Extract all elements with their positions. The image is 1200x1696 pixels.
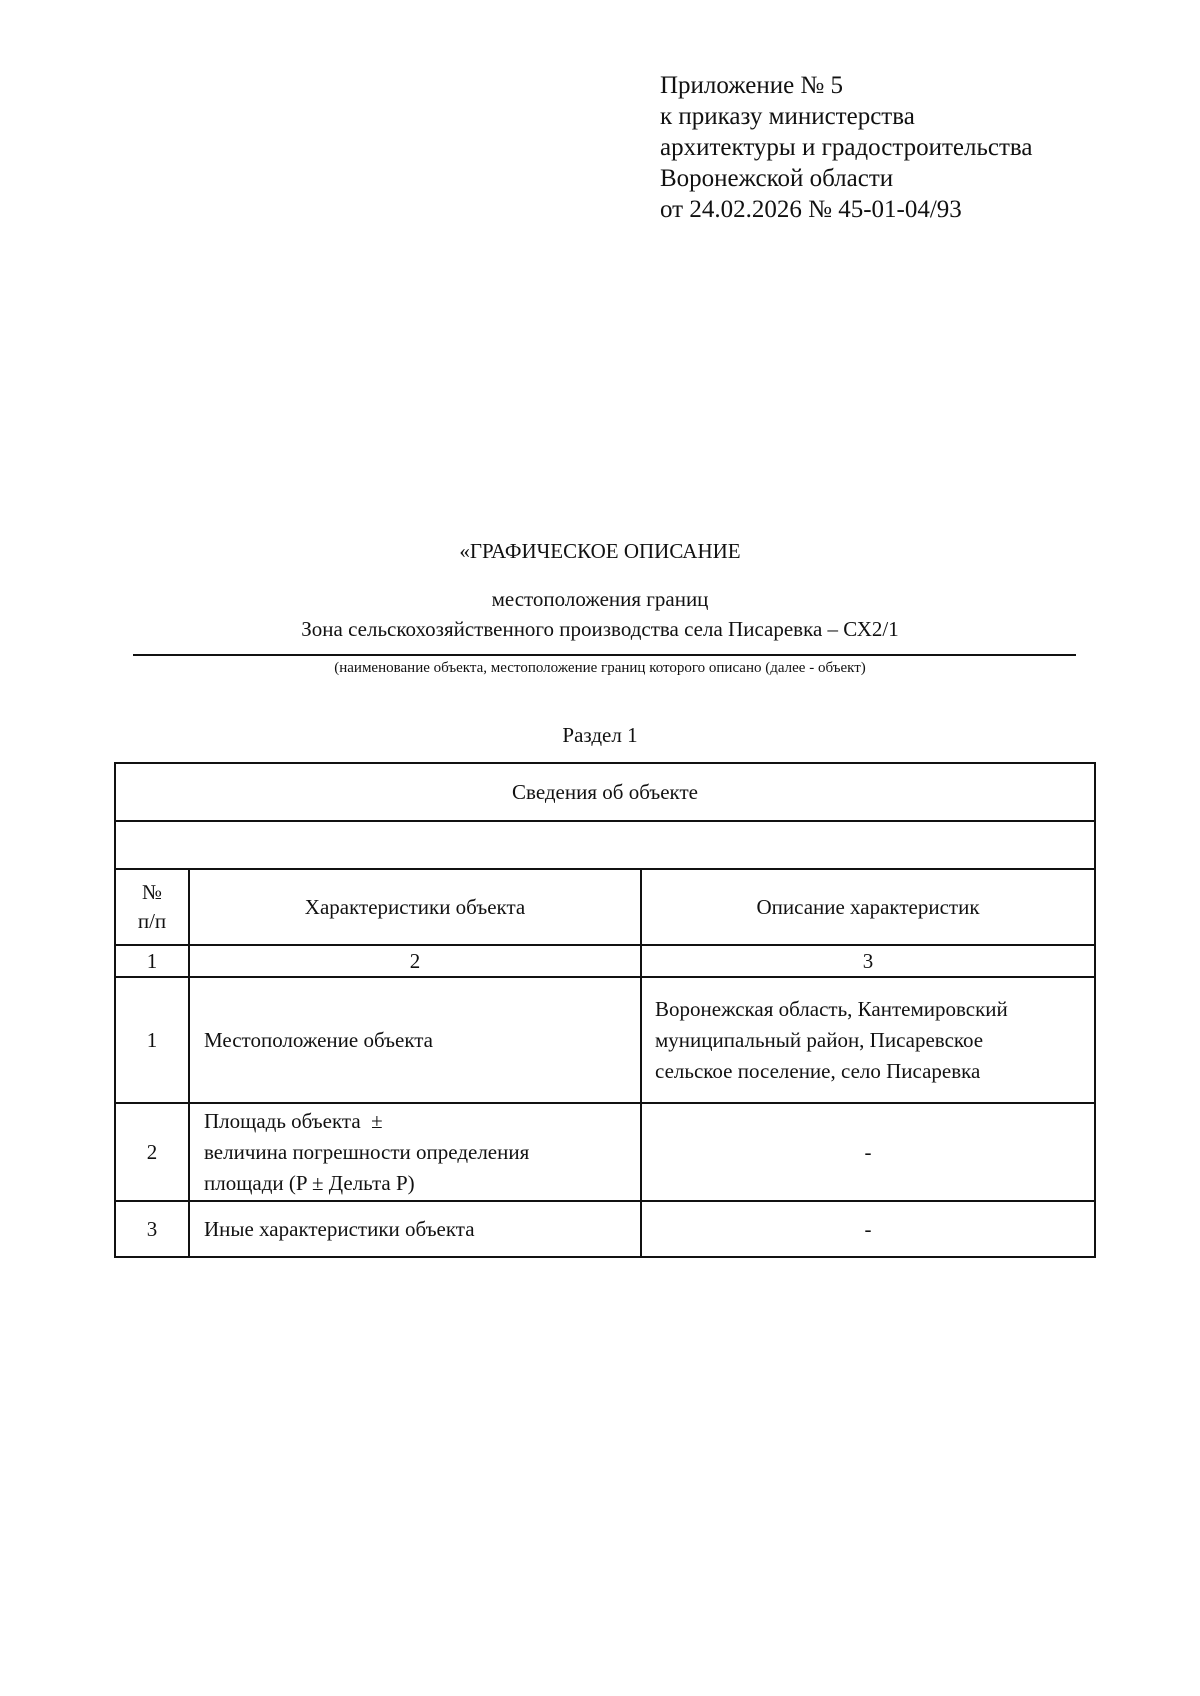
- appendix-line: Воронежской области: [660, 165, 894, 192]
- column-numbers-row: [115, 945, 1095, 977]
- row-description: [641, 977, 1095, 1103]
- header-characteristics: Характеристики объекта: [189, 869, 641, 945]
- table-row: [115, 977, 1095, 1103]
- characteristic-line: Местоположение объекта: [204, 1027, 434, 1052]
- document-title: «ГРАФИЧЕСКОЕ ОПИСАНИЕ: [459, 539, 741, 563]
- table-blank-cell: [115, 821, 1095, 869]
- row-number: 1: [115, 977, 189, 1103]
- row-characteristic: [189, 977, 641, 1103]
- row-description: -: [641, 1201, 1095, 1257]
- row-description: -: [641, 1103, 1095, 1201]
- column-number: 2: [189, 945, 641, 977]
- description-line: муниципальный район, Писаревское: [655, 1027, 984, 1052]
- appendix-header: [660, 70, 1032, 225]
- characteristic-line: площади (P ± Дельта P): [204, 1170, 415, 1195]
- appendix-line: от 24.02.2026 № 45-01-04/93: [660, 196, 962, 223]
- appendix-line: Приложение № 5: [660, 72, 844, 99]
- header-description: Описание характеристик: [641, 869, 1095, 945]
- description-line: Воронежская область, Кантемировский: [655, 996, 1008, 1021]
- column-number: 1: [115, 945, 189, 977]
- document-subtitle: местоположения границ: [491, 587, 709, 611]
- column-number: 3: [641, 945, 1095, 977]
- table-title-row: [115, 763, 1095, 821]
- appendix-line: к приказу министерства: [660, 103, 915, 130]
- object-name-underline: [133, 654, 1076, 656]
- object-name: Зона сельскохозяйственного производства села Писаревка – СХ2/1: [301, 617, 899, 641]
- row-characteristic: [189, 1103, 641, 1201]
- object-info-table: [114, 762, 1096, 1258]
- description-line: сельское поселение, село Писаревка: [655, 1058, 981, 1083]
- header-number-line: п/п: [137, 909, 167, 933]
- characteristic-line: величина погрешности определения: [204, 1139, 530, 1164]
- row-number: 3: [115, 1201, 189, 1257]
- object-caption: (наименование объекта, местоположение границ которого описано (далее - объект): [334, 660, 866, 676]
- characteristic-line: Площадь объекта ±: [204, 1108, 383, 1133]
- row-number: 2: [115, 1103, 189, 1201]
- appendix-line: архитектуры и градостроительства: [660, 134, 1033, 161]
- table-header-row: [115, 869, 1095, 945]
- table-blank-row: [115, 821, 1095, 869]
- table-row: [115, 1103, 1095, 1201]
- table-title: Сведения об объекте: [115, 763, 1095, 821]
- section-label: Раздел 1: [562, 723, 638, 747]
- row-characteristic: [189, 1201, 641, 1257]
- header-number: [115, 869, 189, 945]
- table-row: [115, 1201, 1095, 1257]
- header-number-line: №: [141, 880, 163, 904]
- characteristic-line: Иные характеристики объекта: [204, 1216, 475, 1241]
